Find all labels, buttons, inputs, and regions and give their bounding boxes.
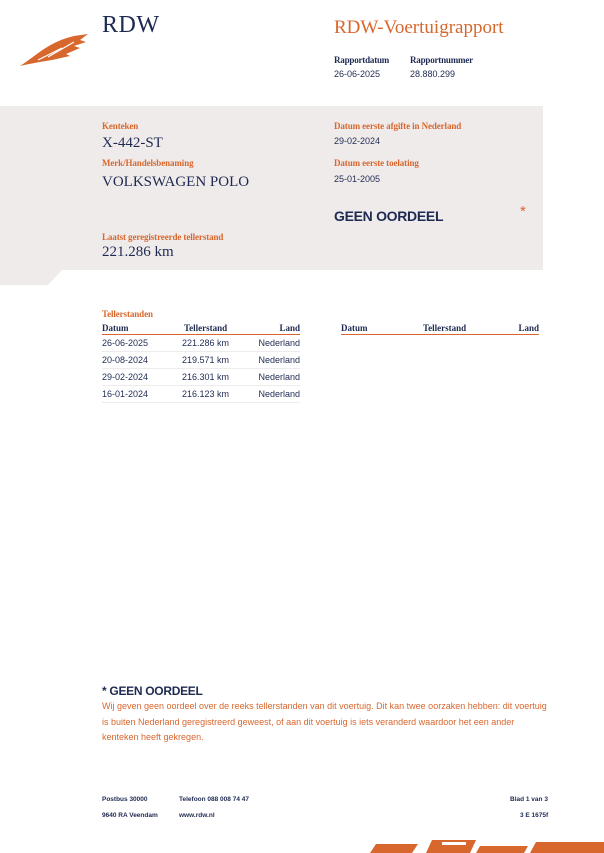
footer-code: 3 E 1675f [520,812,549,819]
col-reading: Tellerstand [182,322,254,335]
band-notch [48,270,62,285]
row-date: 16-01-2024 [102,386,182,403]
first-admission-label: Datum eerste toelating [334,158,419,168]
brand-label: Merk/Handelsbenaming [102,158,194,168]
brand-value: VOLKSWAGEN POLO [102,174,250,190]
row-date: 20-08-2024 [102,352,182,369]
row-country: Nederland [254,335,300,352]
footer-postbus: Postbus 30000 [102,796,148,803]
row-reading: 219.571 km [182,352,254,369]
rdw-logo-icon [18,26,90,68]
readings-title: Tellerstanden [102,309,153,319]
report-number-label: Rapportnummer [410,55,473,65]
table-row [102,352,300,369]
table-row [102,369,300,386]
row-reading: 216.301 km [182,369,254,386]
footer-web[interactable]: www.rdw.nl [179,812,215,819]
footer-phone: Telefoon 088 008 74 47 [179,796,249,803]
first-issue-label: Datum eerste afgifte in Nederland [334,121,462,131]
plate-value: X-442-ST [102,135,163,151]
col-country: Land [254,322,300,335]
band-cut [48,270,543,285]
row-country: Nederland [254,352,300,369]
footer-city: 9640 RA Veendam [102,812,158,819]
row-country: Nederland [254,369,300,386]
row-date: 29-02-2024 [102,369,182,386]
footer-page: Blad 1 van 3 [510,796,548,803]
row-country: Nederland [254,386,300,403]
first-issue-value: 29-02-2024 [334,136,381,146]
first-admission-value: 25-01-2005 [334,174,381,184]
report-number: 28.880.299 [410,69,456,79]
brand-name: RDW [102,12,160,38]
note-title [102,684,203,698]
summary-band [0,106,543,271]
note-title-text: GEEN OORDEEL [109,684,203,698]
row-reading: 216.123 km [182,386,254,403]
report-title: RDW-Voertuigrapport [334,17,504,38]
report-date-label: Rapportdatum [334,55,390,65]
col-date: Datum [102,322,182,335]
verdict-star: * [520,203,526,220]
readings-table [102,322,300,403]
readings-table-2 [341,322,539,335]
plate-label: Kenteken [102,121,139,131]
row-date: 26-06-2025 [102,335,182,352]
table-row [102,386,300,403]
col-reading-2: Tellerstand [423,322,493,335]
band-cut-right [543,270,604,285]
report-date: 26-06-2025 [334,69,381,79]
col-country-2: Land [493,322,539,335]
odometer-label: Laatst geregistreerde tellerstand [102,232,224,242]
note-body: Wij geven geen oordeel over de reeks tellerstanden van dit voertuig. Dit kan twee oorzaken hebben: dit voertuig is buiten Nederland geregistreerd geweest, of aan dit voertuig is iets veranderd waardoor het een ander kenteken heeft gekregen. [102,701,547,742]
note-star: * [102,684,107,698]
odometer-value: 221.286 km [102,244,174,260]
table-row [102,335,300,352]
row-reading: 221.286 km [182,335,254,352]
footer-stripes-icon [360,840,604,853]
verdict: GEEN OORDEEL [334,208,444,224]
col-date-2: Datum [341,322,423,335]
